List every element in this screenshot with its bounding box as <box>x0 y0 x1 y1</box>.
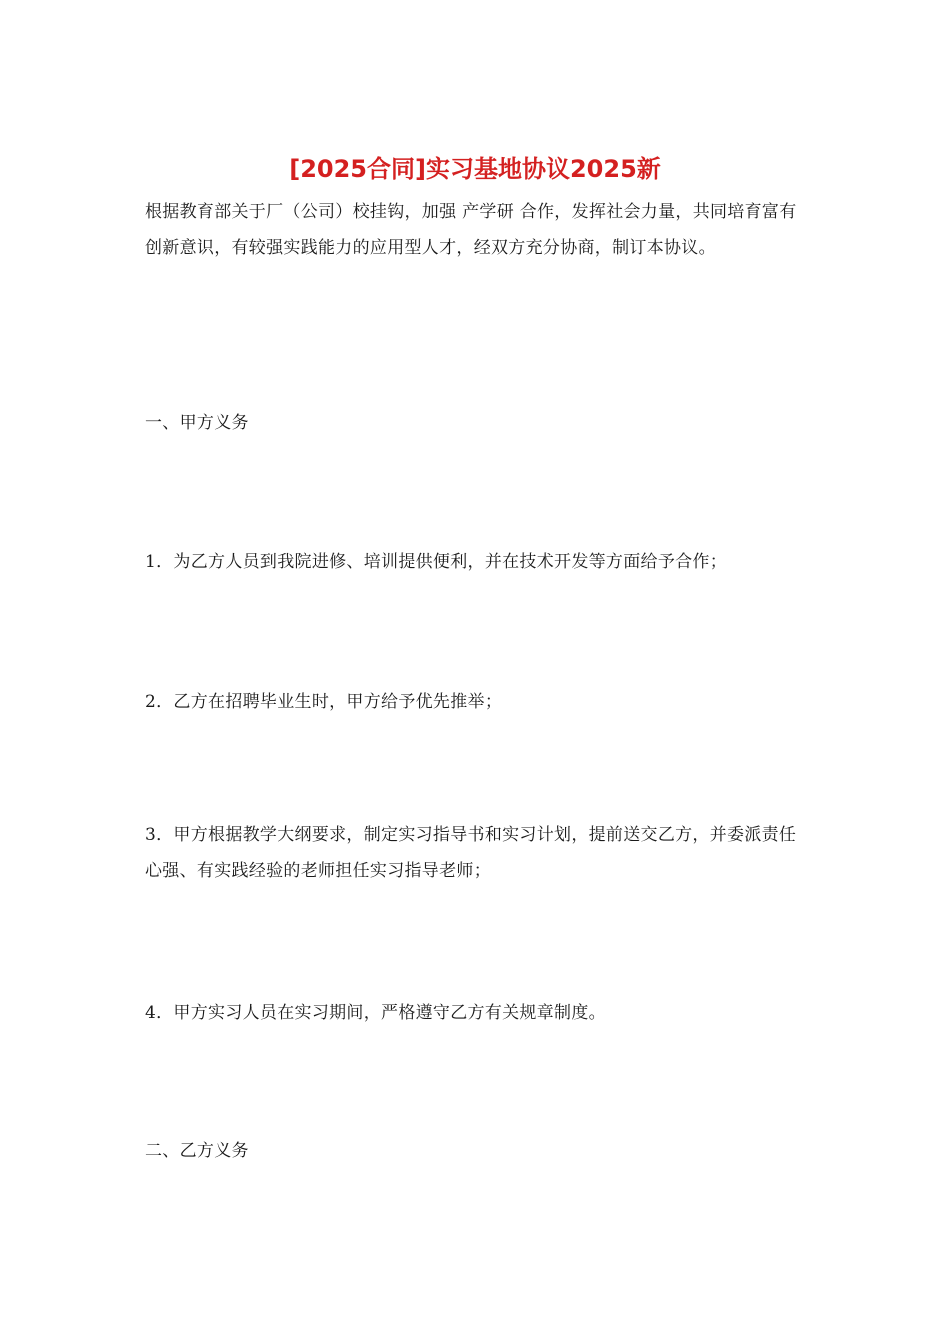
list-item: 3．甲方根据教学大纲要求，制定实习指导书和实习计划，提前送交乙方，并委派责任心强、有实践经验的老师担任实习指导老师； <box>145 825 797 881</box>
document-title: [2025合同]实习基地协议2025新 <box>289 155 661 183</box>
section-heading-party-a: 一、甲方义务 <box>145 413 249 433</box>
list-item: 4．甲方实习人员在实习期间，严格遵守乙方有关规章制度。 <box>145 1003 606 1023</box>
intro-paragraph: 根据教育部关于厂（公司）校挂钩，加强 产学研 合作，发挥社会力量，共同培育富有创新意识，有较强实践能力的应用型人才，经双方充分协商，制订本协议。 <box>145 202 797 258</box>
section-heading-party-b: 二、乙方义务 <box>145 1141 249 1161</box>
list-item: 2．乙方在招聘毕业生时，甲方给予优先推举； <box>145 692 503 712</box>
list-item: 1．为乙方人员到我院进修、培训提供便利，并在技术开发等方面给予合作； <box>145 552 728 572</box>
